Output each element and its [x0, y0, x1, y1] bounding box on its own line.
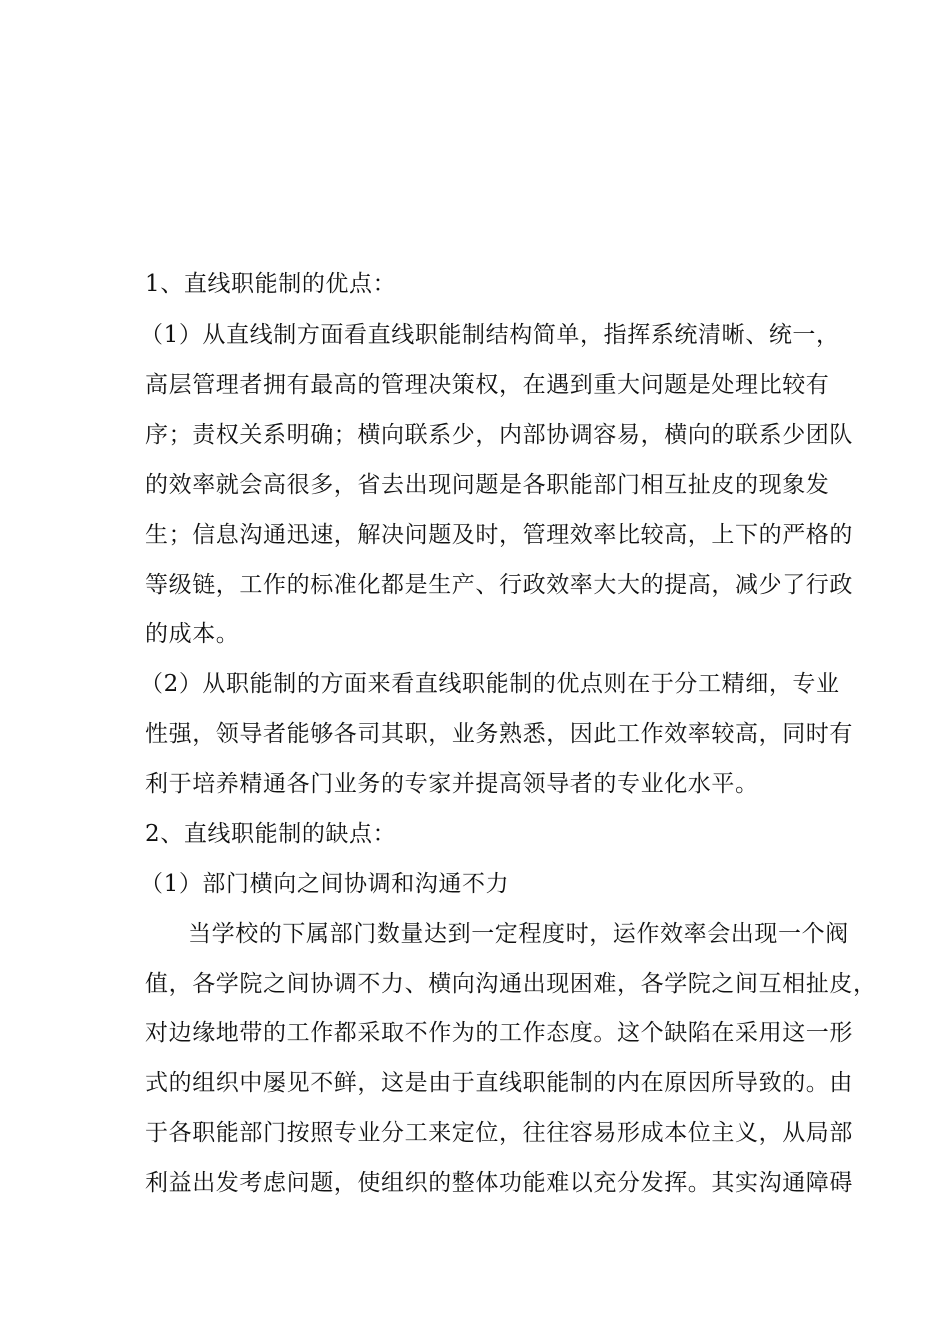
subheading: （1）部门横向之间协调和沟通不力	[140, 871, 510, 897]
paragraph-line: 的效率就会高很多，省去出现问题是各职能部门相互扯皮的现象发	[145, 472, 830, 498]
paragraph-line: （1）从直线制方面看直线职能制结构简单，指挥系统清晰、统一，	[140, 322, 840, 348]
paragraph-line: 对边缘地带的工作都采取不作为的工作态度。这个缺陷在采用这一形	[145, 1020, 853, 1046]
heading-disadvantages: 2、直线职能制的缺点：	[145, 821, 397, 847]
paragraph-line: 等级链，工作的标准化都是生产、行政效率大大的提高，减少了行政	[145, 572, 853, 598]
paragraph-line: 序；责权关系明确；横向联系少，内部协调容易，横向的联系少团队	[145, 422, 853, 448]
paragraph-line: 当学校的下属部门数量达到一定程度时，运作效率会出现一个阀	[188, 921, 849, 947]
paragraph-line: 高层管理者拥有最高的管理决策权，在遇到重大问题是处理比较有	[145, 372, 830, 398]
paragraph-line: 于各职能部门按照专业分工来定位，往往容易形成本位主义，从局部	[145, 1120, 853, 1146]
paragraph-line: 式的组织中屡见不鲜，这是由于直线职能制的内在原因所导致的。由	[145, 1070, 853, 1096]
paragraph-line: （2）从职能制的方面来看直线职能制的优点则在于分工精细，专业	[140, 671, 840, 697]
paragraph-line: 利于培养精通各门业务的专家并提高领导者的专业化水平。	[145, 771, 759, 797]
paragraph-line: 生；信息沟通迅速，解决问题及时，管理效率比较高，上下的严格的	[145, 522, 853, 548]
paragraph-line: 利益出发考虑问题，使组织的整体功能难以充分发挥。其实沟通障碍	[145, 1170, 853, 1196]
paragraph-line: 的成本。	[145, 621, 240, 647]
paragraph-line: 值，各学院之间协调不力、横向沟通出现困难，各学院之间互相扯皮，	[145, 971, 877, 997]
paragraph-line: 性强，领导者能够各司其职，业务熟悉，因此工作效率较高，同时有	[145, 721, 853, 747]
heading-advantages: 1、直线职能制的优点：	[145, 271, 397, 297]
